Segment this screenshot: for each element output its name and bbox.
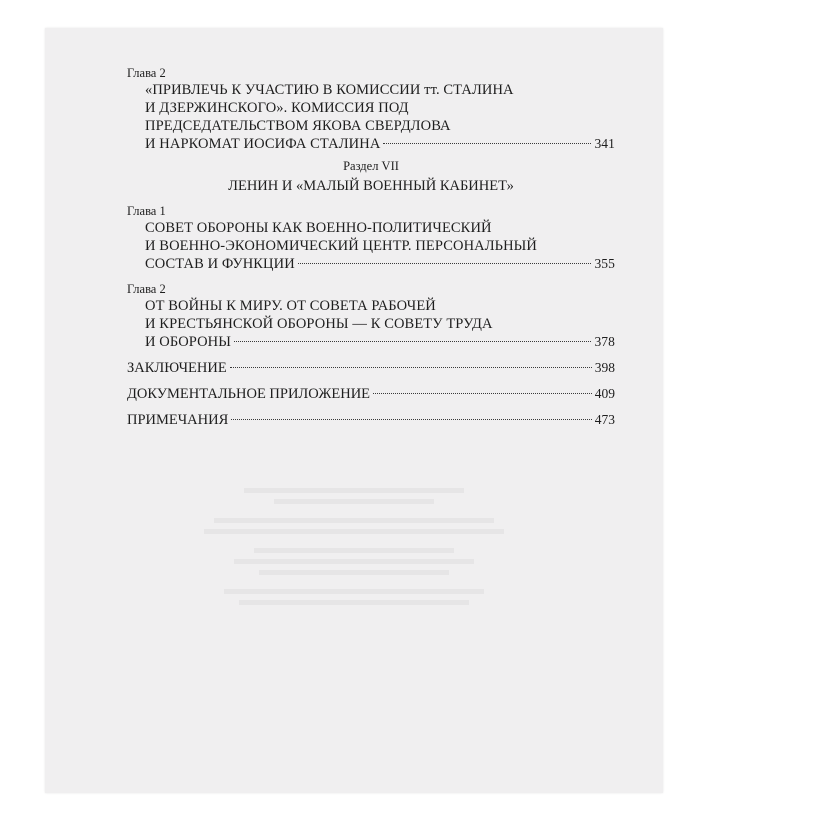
dot-leader xyxy=(234,341,591,342)
toc-entry-conclusion[interactable] xyxy=(127,359,615,377)
chapter-title-line: «ПРИВЛЕЧЬ К УЧАСТИЮ В КОМИССИИ тт. СТАЛИНА xyxy=(145,82,514,98)
chapter-title-last-line xyxy=(145,333,615,351)
page-number: 355 xyxy=(594,256,615,271)
chapter-title-line: И НАРКОМАТ ИОСИФА СТАЛИНА xyxy=(145,136,381,152)
chapter-title-line: И ОБОРОНЫ xyxy=(145,334,231,350)
chapter-label: Глава 2 xyxy=(127,66,166,80)
chapter-title-line: ПРЕДСЕДАТЕЛЬСТВОМ ЯКОВА СВЕРДЛОВА xyxy=(145,118,451,134)
page-number: 341 xyxy=(594,136,615,151)
toc-entry[interactable] xyxy=(127,281,615,351)
chapter-title-line: СОСТАВ И ФУНКЦИИ xyxy=(145,256,295,272)
toc-entry[interactable] xyxy=(127,65,615,153)
page-number: 398 xyxy=(594,360,615,375)
entry-title: ДОКУМЕНТАЛЬНОЕ ПРИЛОЖЕНИЕ xyxy=(127,386,371,402)
dot-leader xyxy=(298,263,592,264)
table-of-contents xyxy=(127,65,615,429)
entry-title: ЗАКЛЮЧЕНИЕ xyxy=(127,360,227,376)
toc-entry-notes[interactable] xyxy=(127,411,615,429)
chapter-title-line: И КРЕСТЬЯНСКОЙ ОБОРОНЫ — К СОВЕТУ ТРУДА xyxy=(145,316,493,332)
page-number: 378 xyxy=(594,334,615,349)
chapter-title xyxy=(145,219,615,273)
chapter-title-line: СОВЕТ ОБОРОНЫ КАК ВОЕННО-ПОЛИТИЧЕСКИЙ xyxy=(145,220,492,236)
chapter-title-line: И ДЗЕРЖИНСКОГО». КОМИССИЯ ПОД xyxy=(145,100,409,116)
chapter-title xyxy=(145,297,615,351)
chapter-title-line: ОТ ВОЙНЫ К МИРУ. ОТ СОВЕТА РАБОЧЕЙ xyxy=(145,298,436,314)
show-through-imprint xyxy=(45,488,663,605)
dot-leader xyxy=(230,367,592,368)
toc-entry-appendix[interactable] xyxy=(127,385,615,403)
section-title: ЛЕНИН И «МАЛЫЙ ВОЕННЫЙ КАБИНЕТ» xyxy=(228,178,514,194)
section-label: Раздел VII xyxy=(343,159,399,173)
chapter-title-line: И ВОЕННО-ЭКОНОМИЧЕСКИЙ ЦЕНТР. ПЕРСОНАЛЬНЫЙ xyxy=(145,238,537,254)
chapter-title xyxy=(145,81,615,153)
chapter-label: Глава 2 xyxy=(127,282,166,296)
page-number: 473 xyxy=(594,412,615,427)
chapter-label: Глава 1 xyxy=(127,204,166,218)
dot-leader xyxy=(231,419,591,420)
page-number: 409 xyxy=(594,386,615,401)
dot-leader xyxy=(383,143,591,144)
chapter-title-last-line xyxy=(145,135,615,153)
entry-title: ПРИМЕЧАНИЯ xyxy=(127,412,229,428)
chapter-title-last-line xyxy=(145,255,615,273)
dot-leader xyxy=(373,393,592,394)
toc-entry[interactable] xyxy=(127,203,615,273)
